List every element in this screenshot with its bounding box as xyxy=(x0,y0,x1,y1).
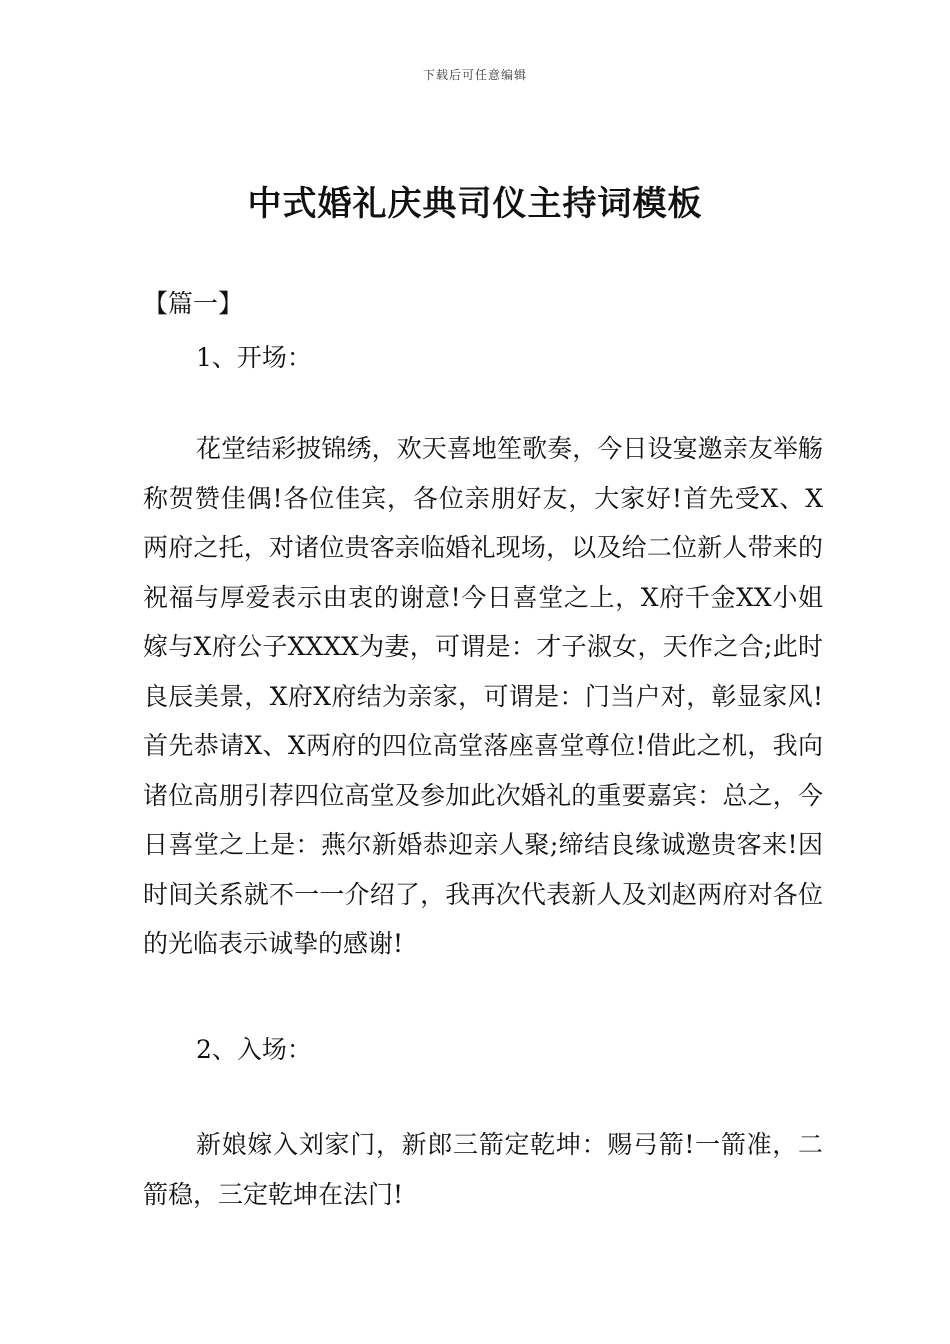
item-heading-opening: 1、开场： xyxy=(196,343,312,372)
item-heading-entrance: 2、入场： xyxy=(196,1035,312,1064)
paragraph-opening: 花堂结彩披锦绣，欢天喜地笙歌奏，今日设宴邀亲友举觞称贺赞佳偶!各位佳宾，各位亲朋好友，大家好!首先受X、X两府之托，对诸位贵客亲临婚礼现场，以及给二位新人带来的祝福与厚爱表示由衷的谢意!今日喜堂之上，X府千金XX小姐嫁与X府公子XXXX为妻，可谓是：才子淑女，天作之合;此时良辰美景，X府X府结为亲家，可谓是：门当户对，彰显家风!首先恭请X、X两府的四位高堂落座喜堂尊位!借此之机，我向诸位高朋引荐四位高堂及参加此次婚礼的重要嘉宾：总之，今日喜堂之上是：燕尔新婚恭迎亲人聚;缔结良缘诚邀贵客来!因时间关系就不一一介绍了，我再次代表新人及刘赵两府对各位的光临表示诚挚的感谢! xyxy=(143,434,823,958)
paragraph-entrance: 新娘嫁入刘家门，新郎三箭定乾坤：赐弓箭!一箭准，二箭稳，三定乾坤在法门! xyxy=(143,1130,823,1209)
header-note: 下载后可任意编辑 xyxy=(422,68,527,82)
section-label: 【篇一】 xyxy=(143,289,244,318)
document-title: 中式婚礼庆典司仪主持词模板 xyxy=(247,184,703,224)
